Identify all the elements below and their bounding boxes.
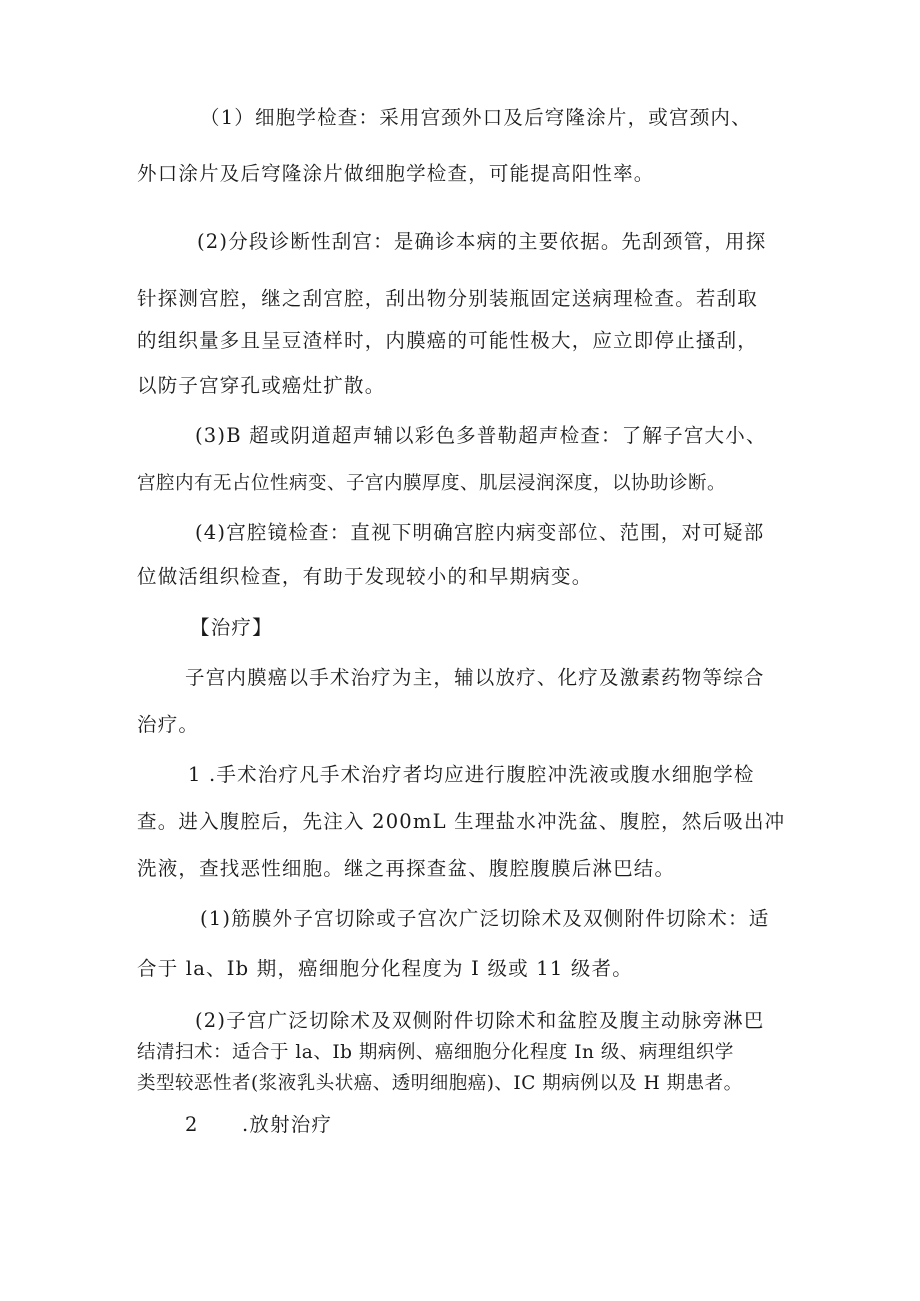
paragraph-line: 以防子宫穿孔或癌灶扩散。 (137, 374, 386, 397)
paragraph-line: (2)分段诊断性刮宫：是确诊本病的主要依据。先刮颈管，用探 (197, 230, 767, 253)
section-heading: .放射治疗 (242, 1113, 333, 1136)
paragraph-line: 宫腔内有无占位性病变、子宫内膜厚度、肌层浸润深度，以协助诊断。 (137, 473, 727, 494)
paragraph-line: (2)子宫广泛切除术及双侧附件切除术和盆腔及腹主动脉旁淋巴 (195, 1009, 765, 1032)
paragraph-line: （1）细胞学检查：采用宫颈外口及后穹隆涂片，或宫颈内、 (200, 106, 752, 129)
paragraph-line: 位做活组织检查，有助于发现较小的和早期病变。 (137, 565, 593, 588)
paragraph-line: (4)宫腔镜检查：直视下明确宫腔内病变部位、范围，对可疑部 (195, 521, 765, 544)
paragraph-line: 子宫内膜癌以手术治疗为主，辅以放疗、化疗及激素药物等综合 (185, 666, 765, 689)
paragraph-line: 治疗。 (137, 713, 200, 736)
paragraph-line: (1)筋膜外子宫切除或子宫次广泛切除术及双侧附件切除术：适 (200, 907, 770, 930)
paragraph-line: 洗液，查找恶性细胞。继之再探查盆、腹腔腹膜后淋巴结。 (137, 857, 676, 880)
paragraph-line: 外口涂片及后穹隆涂片做细胞学检查，可能提高阳性率。 (137, 162, 655, 185)
paragraph-line: 结清扫术：适合于 la、Ib 期病例、癌细胞分化程度 In 级、病理组织学 (137, 1042, 734, 1063)
paragraph-line: (3)B 超或阴道超声辅以彩色多普勒超声检查：了解子宫大小、 (195, 424, 767, 447)
paragraph-line: 类型较恶性者(浆液乳头状癌、透明细胞癌)、IC 期病例以及 H 期患者。 (137, 1073, 743, 1094)
paragraph-line: 合于 la、Ib 期，癌细胞分化程度为 I 级或 11 级者。 (137, 957, 633, 980)
paragraph-line: 的组织量多且呈豆渣样时，内膜癌的可能性极大，应立即停止搔刮， (137, 329, 759, 352)
section-number: 2 (185, 1113, 199, 1136)
paragraph-line: 1 .手术治疗凡手术治疗者均应进行腹腔冲洗液或腹水细胞学检 (188, 763, 755, 786)
paragraph-line: 针探测宫腔，继之刮宫腔，刮出物分别装瓶固定送病理检查。若刮取 (137, 287, 759, 310)
section-heading: 【治疗】 (190, 616, 273, 639)
paragraph-line: 查。进入腹腔后，先注入 200mL 生理盐水冲洗盆、腹腔，然后吸出冲 (137, 810, 786, 833)
